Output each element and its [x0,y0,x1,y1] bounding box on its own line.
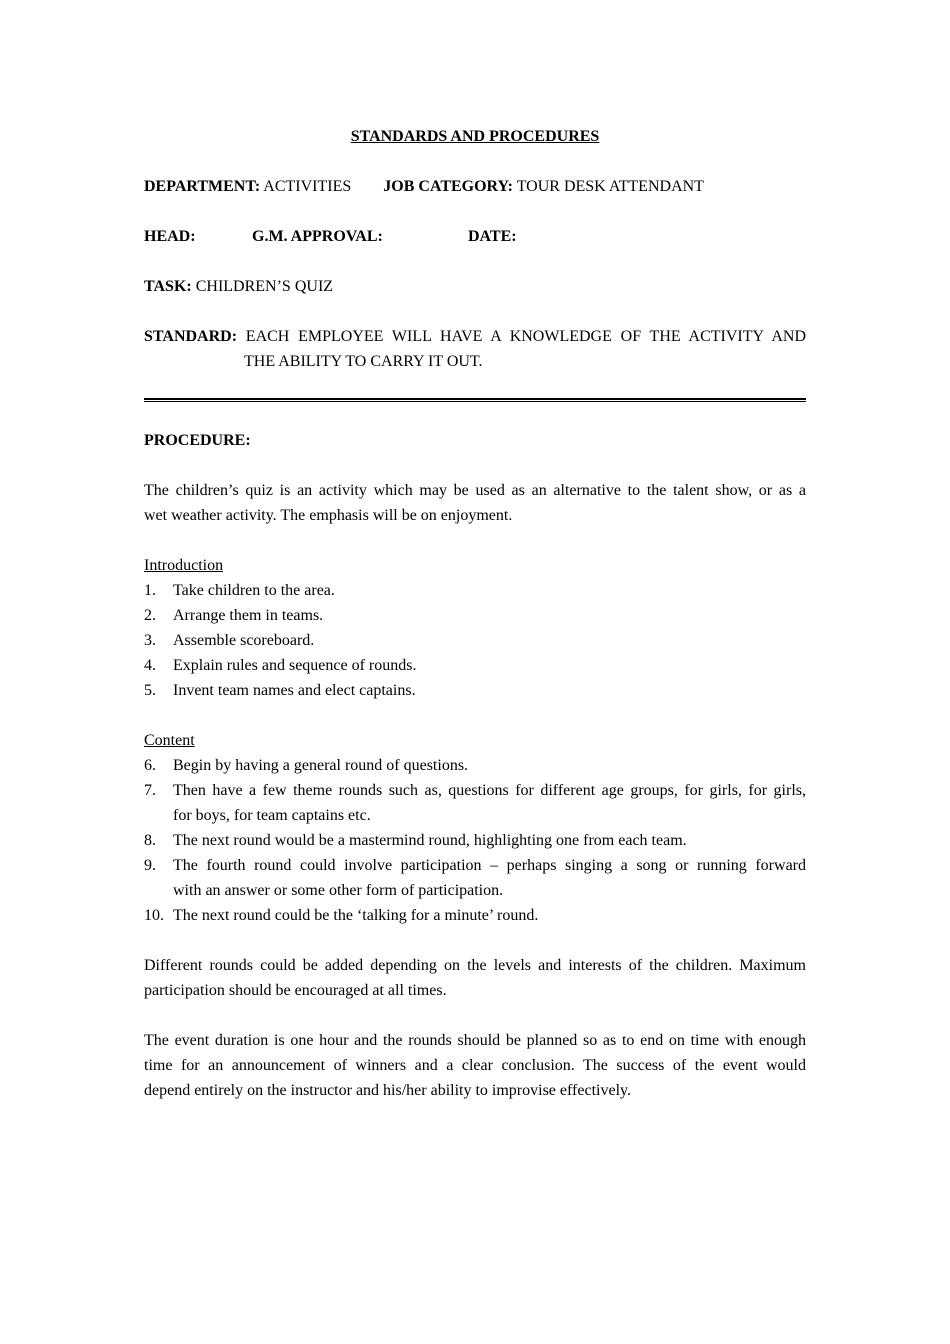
list-item-number: 5. [144,682,156,699]
job-category-label: JOB CATEGORY: [383,178,513,195]
list-item-number: 9. [144,857,156,874]
list-item-text: Assemble scoreboard. [173,632,315,649]
content-heading: Content [144,732,195,749]
list-item-number: 3. [144,632,156,649]
list-item-number: 4. [144,657,156,674]
list-item-text: Begin by having a general round of questions. [173,757,469,774]
list-item-text: for boys, for team captains etc. [173,807,371,824]
list-item-number: 10. [144,907,164,924]
list-item-number: 2. [144,607,156,624]
standard-line-2: THE ABILITY TO CARRY IT OUT. [244,353,483,370]
standard-label: STANDARD: [144,328,238,345]
list-item-text: The fourth round could involve participation – perhaps singing a song or running forward [173,857,806,874]
task-value: CHILDREN’S QUIZ [195,278,334,295]
duration-paragraph-line: time for an announcement of winners and a clear conclusion. The success of the event would [144,1057,806,1074]
rounds-paragraph-line: participation should be encouraged at all times. [144,982,447,999]
department-value: ACTIVITIES [263,178,352,195]
double-rule-divider [144,398,806,402]
task-row [144,274,806,299]
job-category-value: TOUR DESK ATTENDANT [516,178,704,195]
procedure-heading: PROCEDURE: [144,432,251,449]
list-item-text: The next round could be the ‘talking for a minute’ round. [173,907,539,924]
list-item-text: Explain rules and sequence of rounds. [173,657,417,674]
list-item-number: 6. [144,757,156,774]
standard-row [144,324,806,349]
task-label: TASK: [144,278,192,295]
list-item-text: with an answer or some other form of participation. [173,882,504,899]
list-item-text: The next round would be a mastermind round, highlighting one from each team. [173,832,687,849]
intro-paragraph-line: The children’s quiz is an activity which may be used as an alternative to the talent show, or as a [144,482,806,499]
introduction-heading: Introduction [144,557,224,574]
gm-approval-label: G.M. APPROVAL: [252,228,383,245]
list-item-text: Arrange them in teams. [173,607,324,624]
department-label: DEPARTMENT: [144,178,261,195]
date-label: DATE: [468,228,517,245]
rounds-paragraph-line: Different rounds could be added depending on the levels and interests of the children. Maximum [144,957,806,974]
list-item-number: 7. [144,782,156,799]
list-item-text: Invent team names and elect captains. [173,682,416,699]
list-item-text: Take children to the area. [173,582,335,599]
list-item-number: 1. [144,582,156,599]
head-label: HEAD: [144,228,196,245]
duration-paragraph-line: The event duration is one hour and the rounds should be planned so as to end on time with enough [144,1032,806,1049]
department-row [144,174,806,199]
list-item-text: Then have a few theme rounds such as, questions for different age groups, for girls, for girls, [173,782,806,799]
standard-line-1: EACH EMPLOYEE WILL HAVE A KNOWLEDGE OF THE ACTIVITY AND [245,328,806,345]
intro-paragraph-line: wet weather activity. The emphasis will be on enjoyment. [144,507,513,524]
document-title: STANDARDS AND PROCEDURES [350,128,600,145]
list-item-number: 8. [144,832,156,849]
duration-paragraph-line: depend entirely on the instructor and his/her ability to improvise effectively. [144,1082,631,1099]
